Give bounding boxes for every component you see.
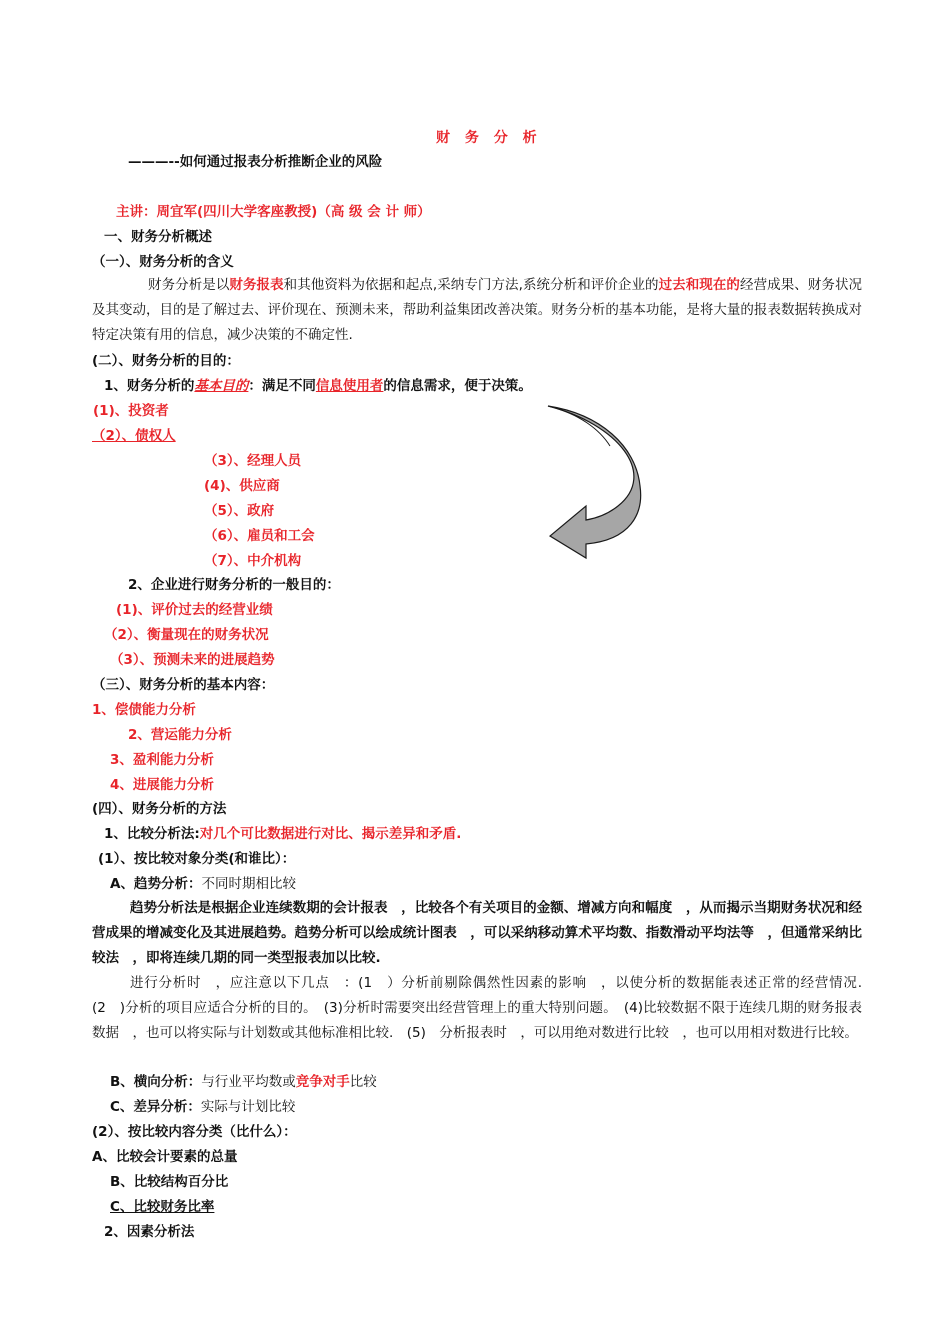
- content-item: 2、营运能力分析: [128, 727, 232, 743]
- user-item: （2）、债权人: [92, 428, 176, 444]
- by-content-item: B、比较结构百分比: [110, 1174, 229, 1190]
- section-1-3-heading: （三）、财务分析的基本内容：: [92, 677, 275, 693]
- user-item: (4)、供应商: [204, 478, 280, 494]
- doc-title: 财 务 分 析: [436, 130, 542, 146]
- user-item: （6）、雇员和工会: [204, 528, 315, 544]
- definition-paragraph: 财务分析是以财务报表和其他资料为依据和起点,采纳专门方法,系统分析和评价企业的过去和现在的经营成果、财务状况及其变动，目的是了解过去、评价现在、预测未来，帮助利益集团改善决策。财务分析的基本功能，是将大量的报表数据转换成对特定决策有用的信息，减少决策的不确定性.: [92, 277, 863, 343]
- factor-analysis-heading: 2、因素分析法: [104, 1224, 195, 1240]
- basic-purpose-term: 基本目的: [194, 378, 249, 394]
- highlight-past-and-present: 过去和现在的: [658, 277, 740, 293]
- by-content-heading: (2）、按比较内容分类（比什么）：: [92, 1124, 297, 1140]
- user-item: （7）、中介机构: [204, 553, 302, 569]
- variance-analysis-line: C、差异分析：实际与计划比较: [110, 1099, 296, 1115]
- goal-item: (1)、评价过去的经营业绩: [116, 602, 273, 618]
- section-1-1-heading: （一）、财务分析的含义: [92, 254, 234, 270]
- section-1-2-heading: (二）、财务分析的目的：: [92, 353, 240, 369]
- goal-item: （2）、衡量现在的财务状况: [104, 627, 269, 643]
- section-1-heading: 一、财务分析概述: [104, 229, 212, 245]
- by-content-item: A、比较会计要素的总量: [92, 1149, 238, 1165]
- basic-purpose-line: 1、财务分析的基本目的：满足不同信息使用者的信息需求，便于决策。: [104, 378, 532, 394]
- by-content-item: C、比较财务比率: [110, 1199, 215, 1215]
- by-object-heading: (1）、按比较对象分类(和谁比）：: [98, 851, 296, 867]
- highlight-financial-statements: 财务报表: [229, 277, 284, 293]
- user-item: （5）、政府: [204, 503, 275, 519]
- trend-analysis-paragraph: 趋势分析法是根据企业连续数期的会计报表 ，比较各个有关项目的金额、增减方向和幅度 ，从而揭示当期财务状况和经营成果的增减变化及其进展趋势。趋势分析可以绘成统计图表 ，可以采纳移动算术平均数、指数滑动平均法等 ，但通常采纳比较法 ，即将连续几期的同一类型报表加以比较.: [92, 900, 862, 966]
- lecturer-line: 主讲：周宜军(四川大学客座教授)（高 级 会 计 师）: [116, 204, 431, 220]
- user-item: (1)、投资者: [93, 403, 169, 419]
- doc-subtitle: ———--如何通过报表分析推断企业的风险: [128, 154, 383, 170]
- general-purpose-heading: 2、企业进行财务分析的一般目的：: [128, 577, 340, 593]
- content-item: 4、进展能力分析: [110, 777, 214, 793]
- content-item: 1、偿债能力分析: [92, 702, 196, 718]
- comparison-method-desc: 对几个可比数据进行对比、揭示差异和矛盾.: [199, 826, 462, 842]
- user-item: （3）、经理人员: [204, 453, 302, 469]
- analysis-notes-paragraph: 进行分析时 ，应注意以下几点 ：(1 ）分析前剔除偶然性因素的影响 ，以使分析的数据能表述正常的经营情况. (2 )分析的项目应适合分析的目的。 (3)分析时需要突出经营管理上的重大特别问题。 (4)比较数据不限于连续几期的财务报表数据 ，也可以将实际与计划数或其他标准相比较. (5) 分析报表时 ，可以用绝对数进行比较 ，也可以用相对数进行比较。: [92, 975, 876, 1041]
- comparison-method-line: 1、比较分析法:对几个可比数据进行对比、揭示差异和矛盾.: [104, 826, 462, 842]
- goal-item: （3）、预测未来的进展趋势: [110, 652, 275, 668]
- trend-analysis-line: A、趋势分析：不同时期相比较: [110, 876, 296, 892]
- horizontal-analysis-line: B、横向分析：与行业平均数或竞争对手比较: [110, 1074, 377, 1090]
- content-item: 3、盈利能力分析: [110, 752, 214, 768]
- curved-left-arrow-icon: [540, 402, 652, 562]
- competitor-term: 竞争对手: [295, 1074, 350, 1090]
- section-1-4-heading: (四）、财务分析的方法: [92, 801, 227, 817]
- info-users-term: 信息使用者: [315, 378, 384, 394]
